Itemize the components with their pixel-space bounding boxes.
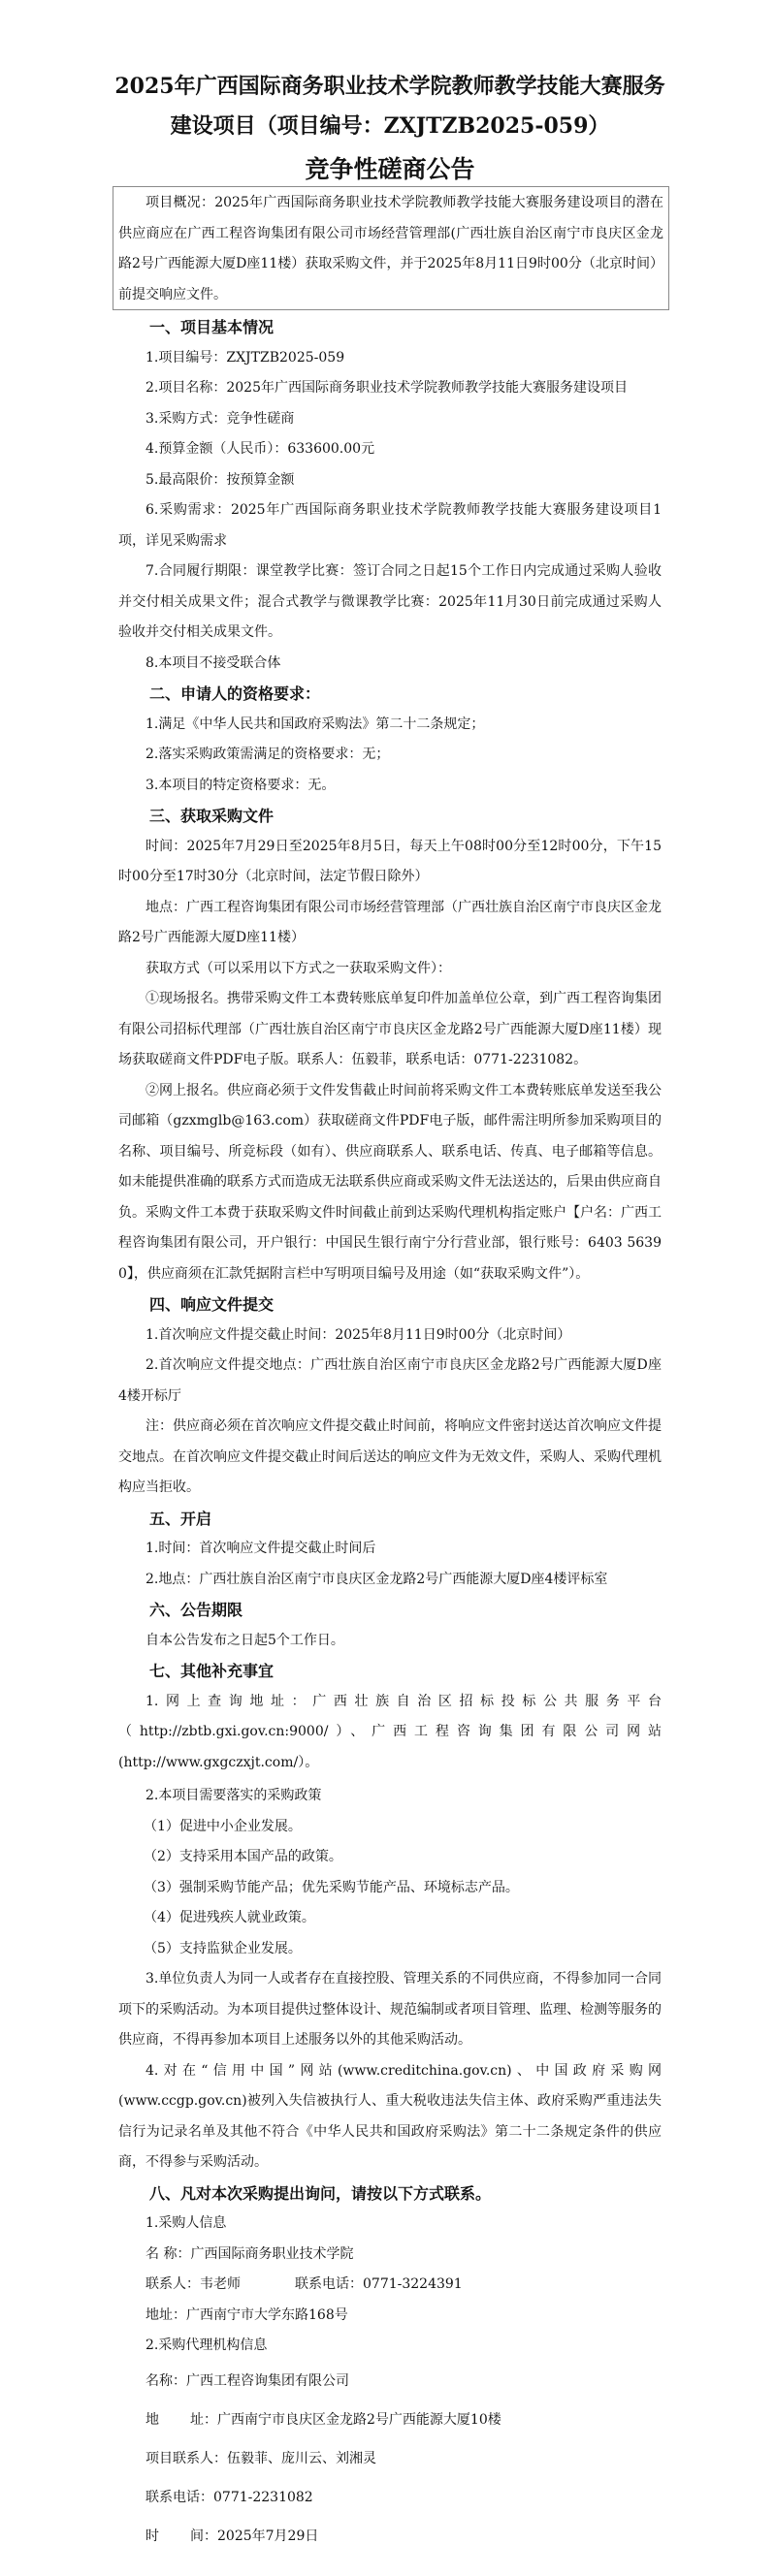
list-item: 1.项目编号：ZXJTZB2025-059 [146, 349, 345, 366]
list-item: 1.首次响应文件提交截止时间：2025年8月11日9时00分（北京时间） [146, 1326, 571, 1343]
list-item: 3.本项目的特定资格要求：无。 [146, 777, 336, 793]
list-item: 5.最高限价：按预算金额 [146, 471, 295, 488]
policy-item: （1）促进中小企业发展。 [144, 1818, 302, 1834]
agency-address: 址：广西南宁市良庆区金龙路2号广西能源大厦10楼 [190, 2411, 501, 2428]
agency-address-row [118, 2401, 662, 2439]
purchaser-name: 名 称：广西国际商务职业技术学院 [146, 2245, 354, 2262]
page-title-line1: 2025年广西国际商务职业技术学院教师教学技能大赛服务 [114, 74, 665, 99]
list-item: 3.采购方式：竞争性磋商 [146, 410, 295, 427]
list-item: 1.时间：首次响应文件提交截止时间后 [146, 1541, 376, 1556]
paragraph: 地点：广西工程咨询集团有限公司市场经营管理部（广西壮族自治区南宁市良庆区金龙路2号广西能源大厦D座11楼） [118, 899, 662, 945]
section-heading: 四、响应文件提交 [149, 1295, 275, 1314]
section-heading: 五、开启 [149, 1509, 212, 1528]
paragraph: ②网上报名。供应商必须于文件发售截止时间前将采购文件工本费转账底单发送至我公司邮箱（gzxmglb@163.com）获取磋商文件PDF电子版，邮件需注明所参加采购项目的名称、项目编号、所竞标段（如有）、供应商联系人、联系电话、传真、电子邮箱等信息。如未能提供准确的联系方式而造成无法联系供应商或采购文件无法送达的，后果由供应商自负。采购文件工本费于获取采购文件时间截止前到达采购代理机构指定账户【户名：广西工程咨询集团有限公司，开户银行：中国民生银行南宁分行营业部，银行账号：6403 5639 0】，供应商须在汇款凭据附言栏中写明项目编号及用途（如“获取采购文件”）。 [118, 1082, 662, 1282]
agency-name: 名称：广西工程咨询集团有限公司 [146, 2372, 349, 2389]
paragraph: 获取方式（可以采用以下方式之一获取采购文件）： [146, 960, 451, 976]
list-item: 2.首次响应文件提交地点：广西壮族自治区南宁市良庆区金龙路2号广西能源大厦D座4楼开标厅 [118, 1357, 662, 1404]
paragraph: ①现场报名。携带采购文件工本费转账底单复印件加盖单位公章，到广西工程咨询集团有限公司招标代理部（广西壮族自治区南宁市良庆区金龙路2号广西能源大厦D座11楼）现场获取磋商文件PDF电子版。联系人：伍毅菲，联系电话：0771-2231082。 [118, 991, 662, 1067]
list-item: 6.采购需求：2025年广西国际商务职业技术学院教师教学技能大赛服务建设项目1项，详见采购需求 [118, 502, 662, 549]
paragraph: 时间：2025年7月29日至2025年8月5日，每天上午08时00分至12时00分，下午15时00分至17时30分（北京时间，法定节假日除外） [118, 838, 662, 884]
policy-item: （3）强制采购节能产品；优先采购节能产品、环境标志产品。 [144, 1879, 519, 1895]
date-value: 间：2025年7月29日 [190, 2528, 319, 2544]
purchaser-phone: 联系电话：0771-3224391 [295, 2276, 463, 2292]
agency-address-label: 地 [146, 2411, 159, 2428]
agency-contacts: 项目联系人：伍毅菲、庞川云、刘湘灵 [146, 2450, 376, 2466]
paragraph: 1.网上查询地址：广西壮族自治区招标投标公共服务平台（http://zbtb.gxi.gov.cn:9000/）、广西工程咨询集团有限公司网站(http://www.gxgczxjt.com/）。 [118, 1693, 662, 1770]
list-item: 8.本项目不接受联合体 [146, 654, 281, 671]
policy-item: （5）支持监狱企业发展。 [144, 1940, 302, 1956]
agency-title: 2.采购代理机构信息 [146, 2337, 268, 2353]
document-body [118, 312, 662, 2556]
paragraph: 4.对在“信用中国”网站(www.creditchina.gov.cn)、中国政府采购网(www.ccgp.gov.cn)被列入失信被执行人、重大税收违法失信主体、政府采购严重违法失信行为记录名单及其他不符合《中华人民共和国政府采购法》第二十二条规定条件的供应商，不得参与采购活动。 [118, 2062, 662, 2170]
paragraph: 注：供应商必须在首次响应文件提交截止时间前，将响应文件密封送达首次响应文件提交地点。在首次响应文件提交截止时间后送达的响应文件为无效文件，采购人、采购代理机构应当拒收。 [118, 1418, 662, 1495]
paragraph: 自本公告发布之日起5个工作日。 [146, 1632, 344, 1648]
date-label: 时 [146, 2528, 159, 2544]
purchaser-contact-row [118, 2270, 662, 2301]
overview-box [113, 186, 669, 310]
section-heading: 七、其他补充事宜 [149, 1662, 275, 1680]
purchaser-address: 地址：广西南宁市大学东路168号 [146, 2306, 348, 2323]
section-heading: 六、公告期限 [149, 1601, 243, 1619]
paragraph: 3.单位负责人为同一人或者存在直接控股、管理关系的不同供应商，不得参加同一合同项下的采购活动。为本项目提供过整体设计、规范编制或者项目管理、监理、检测等服务的供应商，不得再参加本项目上述服务以外的其他采购活动。 [118, 1971, 662, 2048]
section-heading: 二、申请人的资格要求： [149, 684, 321, 703]
section-heading: 三、获取采购文件 [149, 807, 275, 825]
date-row [118, 2517, 662, 2556]
list-item: 2.地点：广西壮族自治区南宁市良庆区金龙路2号广西能源大厦D座4楼评标室 [146, 1571, 608, 1587]
list-item: 2.本项目需要落实的采购政策 [146, 1788, 322, 1803]
overview-text: 项目概况：2025年广西国际商务职业技术学院教师教学技能大赛服务建设项目的潜在供应商应在广西工程咨询集团有限公司市场经营管理部(广西壮族自治区南宁市良庆区金龙路2号广西能源大厦D座11楼）获取采购文件，并于2025年8月11日9时00分（北京时间）前提交响应文件。 [118, 195, 663, 302]
list-item: 2.落实采购政策需满足的资格要求：无； [146, 747, 390, 762]
section-heading: 八、凡对本次采购提出询问，请按以下方式联系。 [149, 2183, 492, 2203]
list-item: 7.合同履行期限：课堂教学比赛：签订合同之日起15个工作日内完成通过采购人验收并交付相关成果文件；混合式教学与微课教学比赛：2025年11月30日前完成通过采购人验收并交付相关成果文件。 [118, 563, 662, 640]
list-item: 2.项目名称：2025年广西国际商务职业技术学院教师教学技能大赛服务建设项目 [146, 380, 628, 396]
page-title-line2: 建设项目（项目编号：ZXJTZB2025-059） [170, 113, 610, 139]
agency-phone: 联系电话：0771-2231082 [146, 2489, 313, 2505]
policy-item: （4）促进残疾人就业政策。 [144, 1910, 315, 1925]
list-item: 4.预算金额（人民币）：633600.00元 [146, 441, 375, 457]
list-item: 1.满足《中华人民共和国政府采购法》第二十二条规定； [146, 716, 485, 732]
policy-item: （2）支持采用本国产品的政策。 [144, 1849, 342, 1864]
purchaser-title: 1.采购人信息 [146, 2215, 227, 2231]
section-heading: 一、项目基本情况 [149, 318, 275, 336]
page-subtitle: 竞争性磋商公告 [305, 155, 475, 183]
purchaser-contact: 联系人：韦老师 [146, 2276, 241, 2292]
